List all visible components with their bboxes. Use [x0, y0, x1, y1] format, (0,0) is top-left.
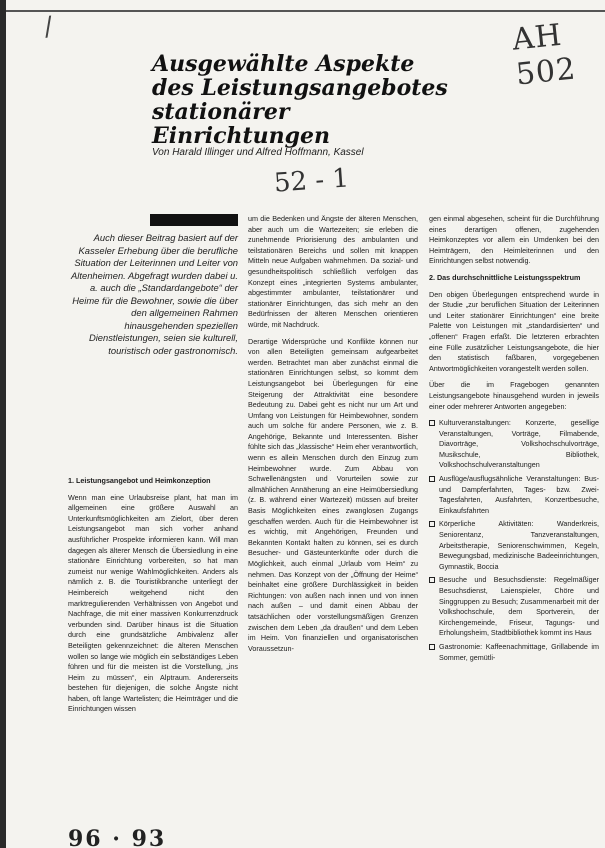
left-column	[68, 476, 238, 721]
list-item: Gastronomie: Kaffeenachmittage, Grillabende im Sommer, gemütli-	[429, 642, 599, 663]
list-item: Kulturveranstaltungen: Konzerte, gesellige Veranstaltungen, Vorträge, Filmabende, Diavorträge, Volkshochschulvorträge, Musikschule, Bibliothek, Volkshochschulveranstaltungen	[429, 418, 599, 471]
handwritten-slash: /	[41, 11, 55, 43]
section-heading-2: 2. Das durchschnittliche Leistungsspektrum	[429, 272, 581, 282]
list-item: Besuche und Besuchsdienste: Regelmäßiger Besuchsdienst, Laienspieler, Chöre und Singgruppen zu Besuch; Zusammenarbeit mit der Volkshochschule, dem Sportverein, der Kirchengemeinde, Friseur, Tagungs- und Erholungsheim, Stadtbibliothek kommt ins Haus	[429, 575, 599, 639]
middle-paragraph-1: um die Bedenken und Ängste der älteren Menschen, aber auch um die Wartezeiten; sie erleben die zunehmende Priorisierung des ambulanten und teilstationären Bereichs und sollen mit knappen Mitteln neue Aufgaben wahrnehmen. Da sozial- und gesundheitspolitisch schließlich verfolgen das Konzept eines „integrierten Systems ambulanter, abgestimmter ambulanter, teilstationärer und stationärer Einrichtungen, das sich mehr an den Bedürfnissen der älteren Menschen orientieren würde, mit Nachdruck.	[248, 214, 418, 329]
article-authors: Von Harald Illinger und Alfred Hoffmann, Kassel	[152, 147, 364, 158]
right-intro: gen einmal abgesehen, scheint für die Durchführung eines derartigen offenen, zugehenden Heimkonzeptes vor allem ein Umdenken bei den Heimträgern, den Heimleiterinnen und den Einrichtungen selbst notwendig.	[429, 214, 599, 266]
middle-column	[248, 214, 418, 660]
list-item: Ausflüge/ausflugsähnliche Veranstaltungen: Bus- und Dampferfahrten, Tages- bzw. Zwei-Tagesfahrten, Ausfahrten, Konzertbesuche, Einkaufsfahrten	[429, 474, 599, 516]
right-paragraph-2: Über die im Fragebogen genannten Leistungsangebote hinausgehend wurden in jeweils einer oder mehrerer Antworten angegeben:	[429, 380, 599, 411]
list-item: Körperliche Aktivitäten: Wanderkreis, Seniorentanz, Tanzveranstaltungen, Arbeitstherapie, Seniorenschwimmen, Kegeln, Bewegungsbad, medizinische Badeeinrichtungen, Gymnastik, Boccia	[429, 519, 599, 572]
page-number: 96 · 93	[68, 826, 167, 848]
right-paragraph-1: Den obigen Überlegungen entsprechend wurde in der Studie „zur beruflichen Situation der Leiterinnen und Leiter stationärer Einrichtungen“ eine breite Palette von Leistungen mit „standardisierten“ und „offenen“ Fragen erfaßt. Die letzteren erbrachten eine Fülle zusätzlicher Leistungsangebote, die hier den statistisch faßbaren, vorgegebenen Antwortmöglichkeiten vorangestellt werden sollen.	[429, 289, 599, 373]
handwritten-reference: 52 - 1	[273, 163, 350, 199]
section-heading-1: 1. Leistungsangebot und Heimkonzeption	[68, 476, 211, 485]
abstract-bar	[150, 214, 238, 226]
article-title: Ausgewählte Aspekte des Leistungsangebotes stationärer Einrichtungen	[152, 51, 448, 149]
handwritten-archive-number: AH 502	[510, 17, 578, 93]
article-abstract: Auch dieser Beitrag basiert auf der Kasseler Erhebung über die berufliche Situation der Leiterinnen und Leiter von Altenheimen. Abgefragt wurden dabei u. a. auch die „Standardangebote“ der Heime für die Bewohner, sowie die über den allgemeinen Rahmen hinausgehenden speziellen Dienstleistungen, seien sie kulturell, touristisch oder gastronomisch.	[71, 232, 238, 356]
left-paragraph: Wenn man eine Urlaubsreise plant, hat man im allgemeinen eine größere Auswahl an Unterkunftsmöglichkeiten am Zielort, über deren Leistungsangebot man sich vorher anhand ausführlicher Prospekte informieren kann. Will man dagegen als älterer Mensch die Übersiedlung in eine stationäre Einrichtung vorbereiten, so hat man zumeist nur wenige Wahlmöglichkeiten. Anders als nämlich z. B. die Touristikbranche unterliegt der Heimbereich weitgehend nicht den marktregulierenden Verhältnissen von Angebot und Nachfrage, die mit einer massiven Konkurrenzdruck verbunden sind. Darüber hinaus ist die Situation durch eine grundsätzliche Ambivalenz aller Beteiligten gekennzeichnet: die älteren Menschen wollen so lange wie möglich ein selbständiges Leben führen und für die meisten ist die Vorstellung, „ins Heim zu müssen“, ein Alptraum. Andererseits bestehen für diejenigen, die solche Ängste nicht haben, oft lange Wartelisten; die Heimträger und die Einrichtungen wissen	[68, 492, 238, 714]
service-list	[429, 418, 599, 663]
top-rule	[6, 10, 605, 12]
right-column	[429, 214, 599, 666]
middle-paragraph-2: Derartige Widersprüche und Konflikte können nur von allen Beteiligten gemeinsam aufgearbeitet werden. Betrachtet man aber zunächst einmal die stationären Einrichtungen selbst, so kommt dem Leistungsangebot bei Überlegungen für eine Steigerung der Attraktivität eine besondere Bedeutung zu. Dabei geht es nicht nur um Art und Umfang von Leistungen für Heimbewohner, sondern auch um solche für andere Personen, wie z. B. Angehörige, Bekannte und Interessenten. Bisher fühlte sich das „klassische“ Heim eher verantwortlich, wenn es allein Menschen durch den Einzug zum Heimbewohner wurde. Zum Abbau von Schwellenängsten und Vorurteilen sowie zur allmählichen Annäherung an eine Heimübersiedlung (z. B. während einer Wartezeit) müssen auf breiter Basis Möglichkeiten eines zwanglosen Zugangs geschaffen werden. Auch für die Heimbewohner ist es wichtig, mit Angehörigen, Freunden und Bekannten Kontakt halten zu können, sei es durch Besucher- und Gästeunterkünfte oder durch die Möglichkeit, auch einmal „Urlaub vom Heim“ zu nehmen. Das Konzept von der „Öffnung der Heime“ beinhaltet eine größere Durchlässigkeit in beiden Richtungen: von außen nach innen und von innen nach außen – und damit einen Abbau der tatsächlichen oder vorstellungsmäßigen Grenzen zwischen dem Leben „da draußen“ und dem Leben im Heim. Von finanziellen und organisatorischen Voraussetzun-	[248, 336, 418, 653]
